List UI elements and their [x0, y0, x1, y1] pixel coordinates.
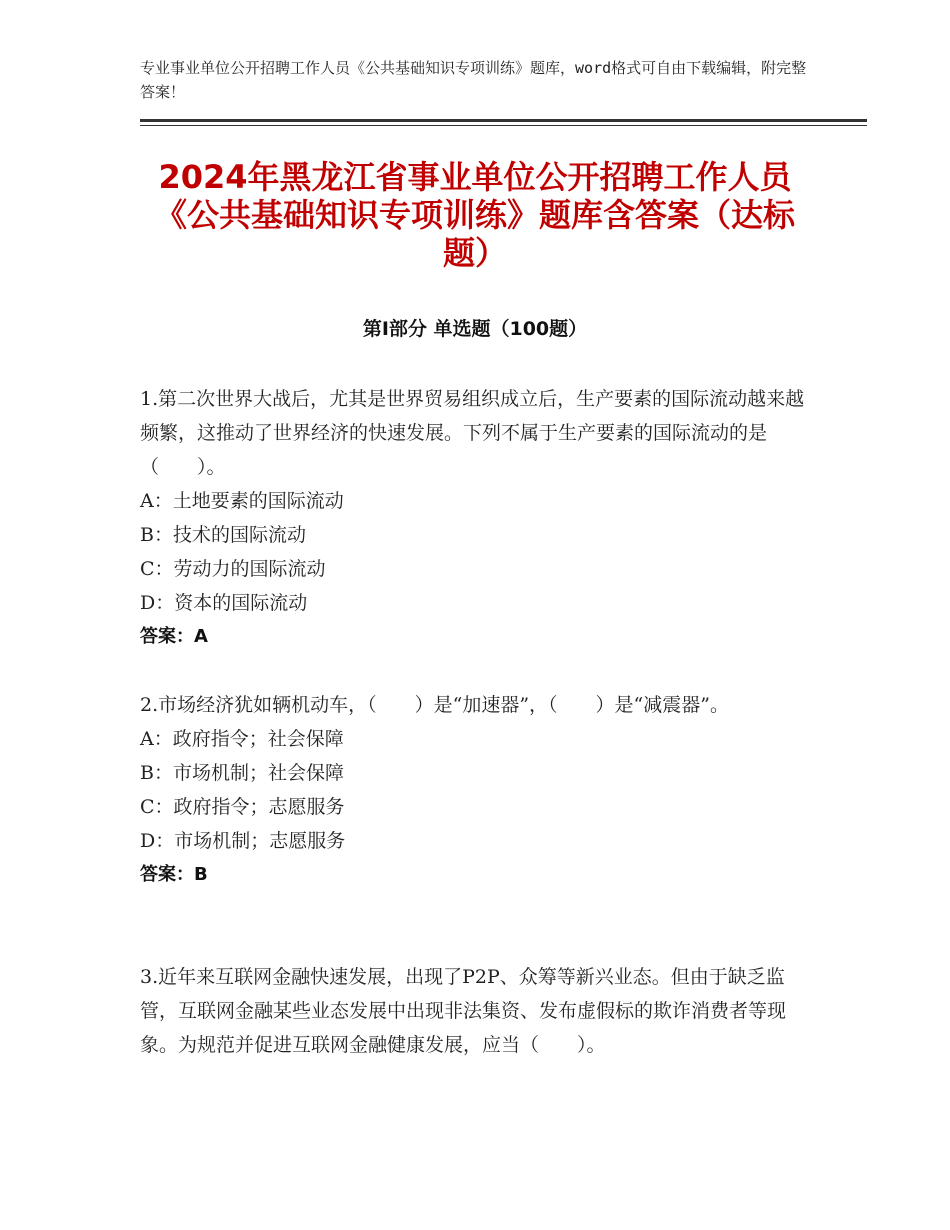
question-1 [140, 382, 820, 654]
answer-label: 答案：B [140, 864, 208, 885]
header-divider-thick [140, 119, 867, 122]
question-stem: 3.近年来互联网金融快速发展，出现了P2P、众筹等新兴业态。但由于缺乏监管，互联网金融某些业态发展中出现非法集资、发布虚假标的欺诈消费者等现象。为规范并促进互联网金融健康发展，应当（ ）。 [140, 966, 787, 1056]
option-d: D：资本的国际流动 [140, 592, 308, 614]
question-3 [140, 960, 820, 1062]
option-b: B：市场机制；社会保障 [140, 762, 344, 784]
section-title: 第Ⅰ部分 单选题（100题） [362, 318, 588, 340]
option-b: B：技术的国际流动 [140, 524, 306, 546]
question-stem: 1.第二次世界大战后，尤其是世界贸易组织成立后，生产要素的国际流动越来越频繁，这推动了世界经济的快速发展。下列不属于生产要素的国际流动的是（ ）。 [140, 388, 805, 478]
question-stem: 2.市场经济犹如辆机动车，（ ）是“加速器”，（ ）是“减震器”。 [140, 694, 729, 716]
answer-label: 答案：A [140, 626, 208, 647]
question-2 [140, 688, 820, 892]
document-title: 2024年黑龙江省事业单位公开招聘工作人员《公共基础知识专项训练》题库含答案（达标题） [154, 158, 795, 272]
option-c: C：劳动力的国际流动 [140, 558, 326, 580]
option-c: C：政府指令；志愿服务 [140, 796, 345, 818]
option-a: A：土地要素的国际流动 [140, 490, 344, 512]
option-a: A：政府指令；社会保障 [140, 728, 344, 750]
header-note: 专业事业单位公开招聘工作人员《公共基础知识专项训练》题库，word格式可自由下载编辑，附完整答案！ [140, 59, 807, 101]
option-d: D：市场机制；志愿服务 [140, 830, 346, 852]
header-divider-thin [140, 125, 867, 126]
